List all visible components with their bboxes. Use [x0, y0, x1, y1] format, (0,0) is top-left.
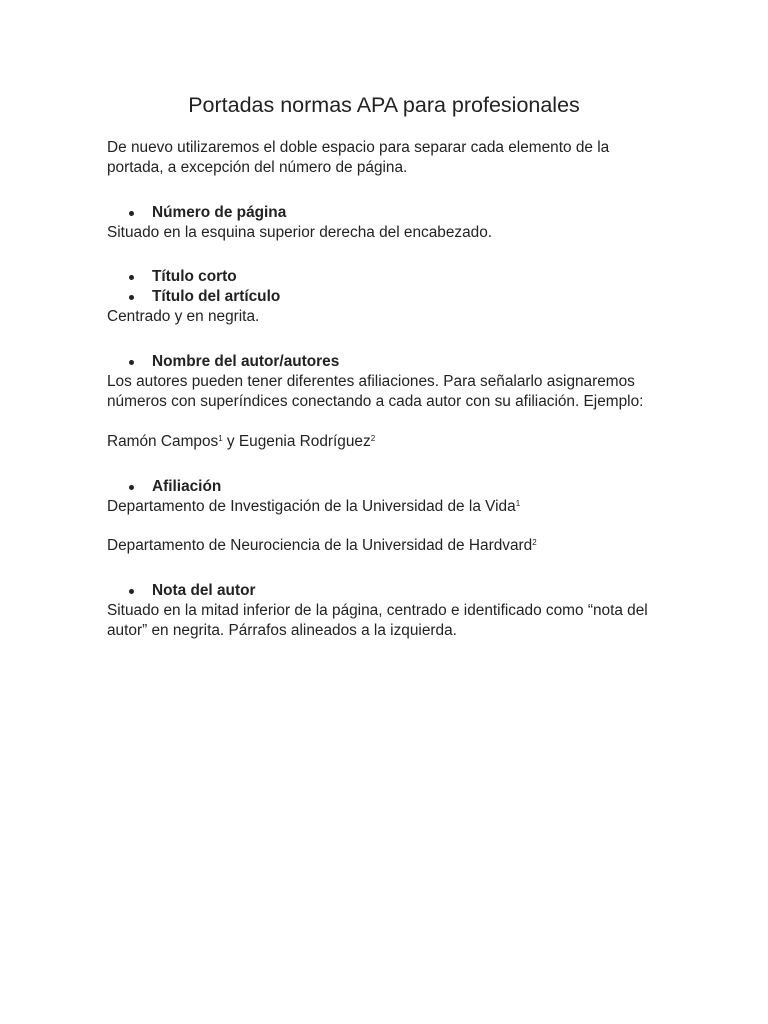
- superscript: 2: [370, 433, 376, 443]
- bullet-label: Título del artículo: [152, 288, 281, 306]
- bullet-list-autores: [107, 352, 667, 372]
- bullet-item: [107, 267, 667, 287]
- bullet-item: [107, 352, 667, 372]
- bullet-list-afiliacion: [107, 477, 667, 497]
- bullet-label: Nombre del autor/autores: [152, 353, 340, 371]
- author-joiner: y: [222, 432, 239, 450]
- superscript: 1: [515, 498, 521, 508]
- bullet-label: Título corto: [152, 268, 237, 286]
- bullet-list-nota: [107, 581, 667, 601]
- bullet-list-numero-pagina: [107, 203, 667, 223]
- bullet-icon: [129, 360, 134, 365]
- affiliation-line: [107, 536, 667, 556]
- section-text: Centrado y en negrita.: [107, 308, 260, 326]
- bullet-icon: [129, 589, 134, 594]
- author-name: Ramón Campos: [107, 432, 219, 450]
- bullet-icon: [129, 295, 134, 300]
- bullet-icon: [129, 275, 134, 280]
- bullet-icon: [129, 485, 134, 490]
- intro-paragraph: De nuevo utilizaremos el doble espacio para separar cada elemento de la portada, a excepción del número de página.: [107, 139, 610, 176]
- superscript: 1: [218, 433, 223, 443]
- bullet-item: [107, 287, 667, 307]
- author-example: [107, 432, 667, 452]
- section-text: Situado en la mitad inferior de la página, centrado e identificado como “nota del autor” en negrita. Párrafos alineados a la izquierda.: [107, 602, 648, 639]
- page-title: Portadas normas APA para profesionales: [188, 93, 580, 117]
- section-text: Los autores pueden tener diferentes afiliaciones. Para señalarlo asignaremos números con superíndices conectando a cada autor con su afiliación. Ejemplo:: [107, 373, 644, 410]
- bullet-list-titulo: [107, 267, 667, 307]
- bullet-item: [107, 203, 667, 223]
- affiliation-text: Departamento de Investigación de la Universidad de la Vida: [107, 497, 516, 515]
- author-name: Eugenia Rodríguez: [238, 432, 371, 450]
- bullet-label: Afiliación: [152, 477, 222, 495]
- document-body: [107, 138, 667, 641]
- bullet-label: Nota del autor: [152, 582, 256, 600]
- superscript: 2: [532, 538, 537, 548]
- bullet-label: Número de página: [152, 203, 287, 221]
- section-text: Situado en la esquina superior derecha del encabezado.: [107, 223, 493, 241]
- bullet-item: [107, 581, 667, 601]
- affiliation-text: Departamento de Neurociencia de la Universidad de Hardvard: [107, 537, 533, 555]
- affiliation-line: [107, 497, 667, 517]
- bullet-icon: [129, 211, 134, 216]
- bullet-item: [107, 477, 667, 497]
